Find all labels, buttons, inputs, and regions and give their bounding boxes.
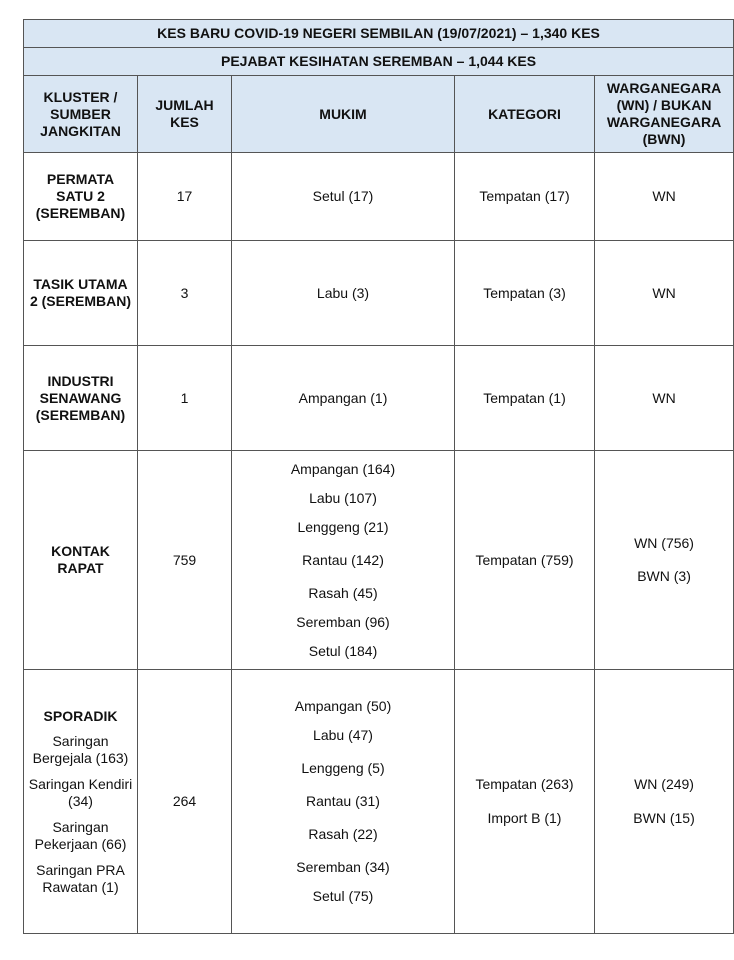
- mukim-cell: Labu (3): [232, 241, 455, 346]
- mukim-list: [234, 692, 452, 911]
- kluster-cell: TASIK UTAMA 2 (SEREMBAN): [24, 241, 138, 346]
- wn-item: WN (249): [634, 776, 694, 792]
- mukim-item: Ampangan (50): [294, 698, 392, 714]
- kategori-cell: Tempatan (1): [455, 346, 595, 451]
- mukim-cell: Ampangan (1): [232, 346, 455, 451]
- sporadik-sub-item: Saringan Pekerjaan (66): [34, 818, 127, 852]
- table-row: [24, 241, 734, 346]
- header-kategori: KATEGORI: [455, 76, 595, 153]
- kategori-cell: Tempatan (3): [455, 241, 595, 346]
- kluster-cell: INDUSTRI SENAWANG (SEREMBAN): [24, 346, 138, 451]
- mukim-item: Seremban (34): [296, 859, 390, 875]
- jumlah-cell: 264: [138, 670, 232, 934]
- mukim-item: Rasah (22): [308, 826, 378, 842]
- mukim-item: Labu (47): [313, 727, 373, 743]
- header-row: [24, 76, 734, 153]
- kluster-title: SPORADIK: [43, 707, 118, 724]
- title-row: [24, 20, 734, 48]
- table-title: KES BARU COVID-19 NEGERI SEMBILAN (19/07/2021) – 1,340 KES: [24, 20, 734, 48]
- sporadik-sub-item: Saringan Kendiri (34): [28, 775, 133, 809]
- header-warganegara: WARGANEGARA (WN) / BUKAN WARGANEGARA (BWN): [595, 76, 734, 153]
- kategori-item: Tempatan (263): [475, 776, 574, 792]
- mukim-item: Rantau (31): [306, 793, 380, 809]
- header-mukim: MUKIM: [232, 76, 455, 153]
- mukim-cell: [232, 451, 455, 670]
- table-subtitle: PEJABAT KESIHATAN SEREMBAN – 1,044 KES: [24, 48, 734, 76]
- sporadik-sub-item: Saringan PRA Rawatan (1): [36, 861, 125, 895]
- wn-cell: WN: [595, 241, 734, 346]
- jumlah-cell: 3: [138, 241, 232, 346]
- jumlah-cell: 17: [138, 153, 232, 241]
- mukim-item: Labu (107): [309, 489, 377, 506]
- jumlah-cell: 759: [138, 451, 232, 670]
- mukim-item: Ampangan (164): [290, 460, 396, 477]
- mukim-list: [234, 455, 452, 666]
- kluster-cell: KONTAK RAPAT: [24, 451, 138, 670]
- mukim-item: Setul (75): [312, 888, 374, 904]
- kluster-cell: PERMATA SATU 2 (SEREMBAN): [24, 153, 138, 241]
- mukim-item: Seremban (96): [296, 613, 390, 630]
- wn-item: WN (756): [634, 535, 694, 551]
- kluster-cell: [24, 670, 138, 934]
- sporadik-sub-item: Saringan Bergejala (163): [32, 732, 129, 766]
- mukim-item: Rantau (142): [302, 551, 384, 568]
- wn-cell: WN: [595, 346, 734, 451]
- header-jumlah: JUMLAH KES: [138, 76, 232, 153]
- kategori-cell: [455, 670, 595, 934]
- mukim-item: Lenggeng (5): [301, 760, 385, 776]
- wn-cell: [595, 670, 734, 934]
- subtitle-row: [24, 48, 734, 76]
- table-row: [24, 346, 734, 451]
- wn-item: BWN (3): [637, 568, 691, 584]
- mukim-item: Rasah (45): [308, 584, 378, 601]
- header-kluster: KLUSTER / SUMBER JANGKITAN: [24, 76, 138, 153]
- table-row: [24, 451, 734, 670]
- table-row: [24, 670, 734, 934]
- mukim-item: Setul (184): [308, 642, 378, 659]
- mukim-cell: [232, 670, 455, 934]
- mukim-item: Lenggeng (21): [297, 518, 389, 535]
- jumlah-cell: 1: [138, 346, 232, 451]
- kategori-cell: Tempatan (759): [455, 451, 595, 670]
- table-row: [24, 153, 734, 241]
- wn-cell: WN: [595, 153, 734, 241]
- covid-cases-table: [23, 19, 734, 934]
- mukim-cell: Setul (17): [232, 153, 455, 241]
- wn-item: BWN (15): [633, 810, 695, 826]
- kategori-cell: Tempatan (17): [455, 153, 595, 241]
- wn-cell: [595, 451, 734, 670]
- kategori-item: Import B (1): [487, 810, 562, 826]
